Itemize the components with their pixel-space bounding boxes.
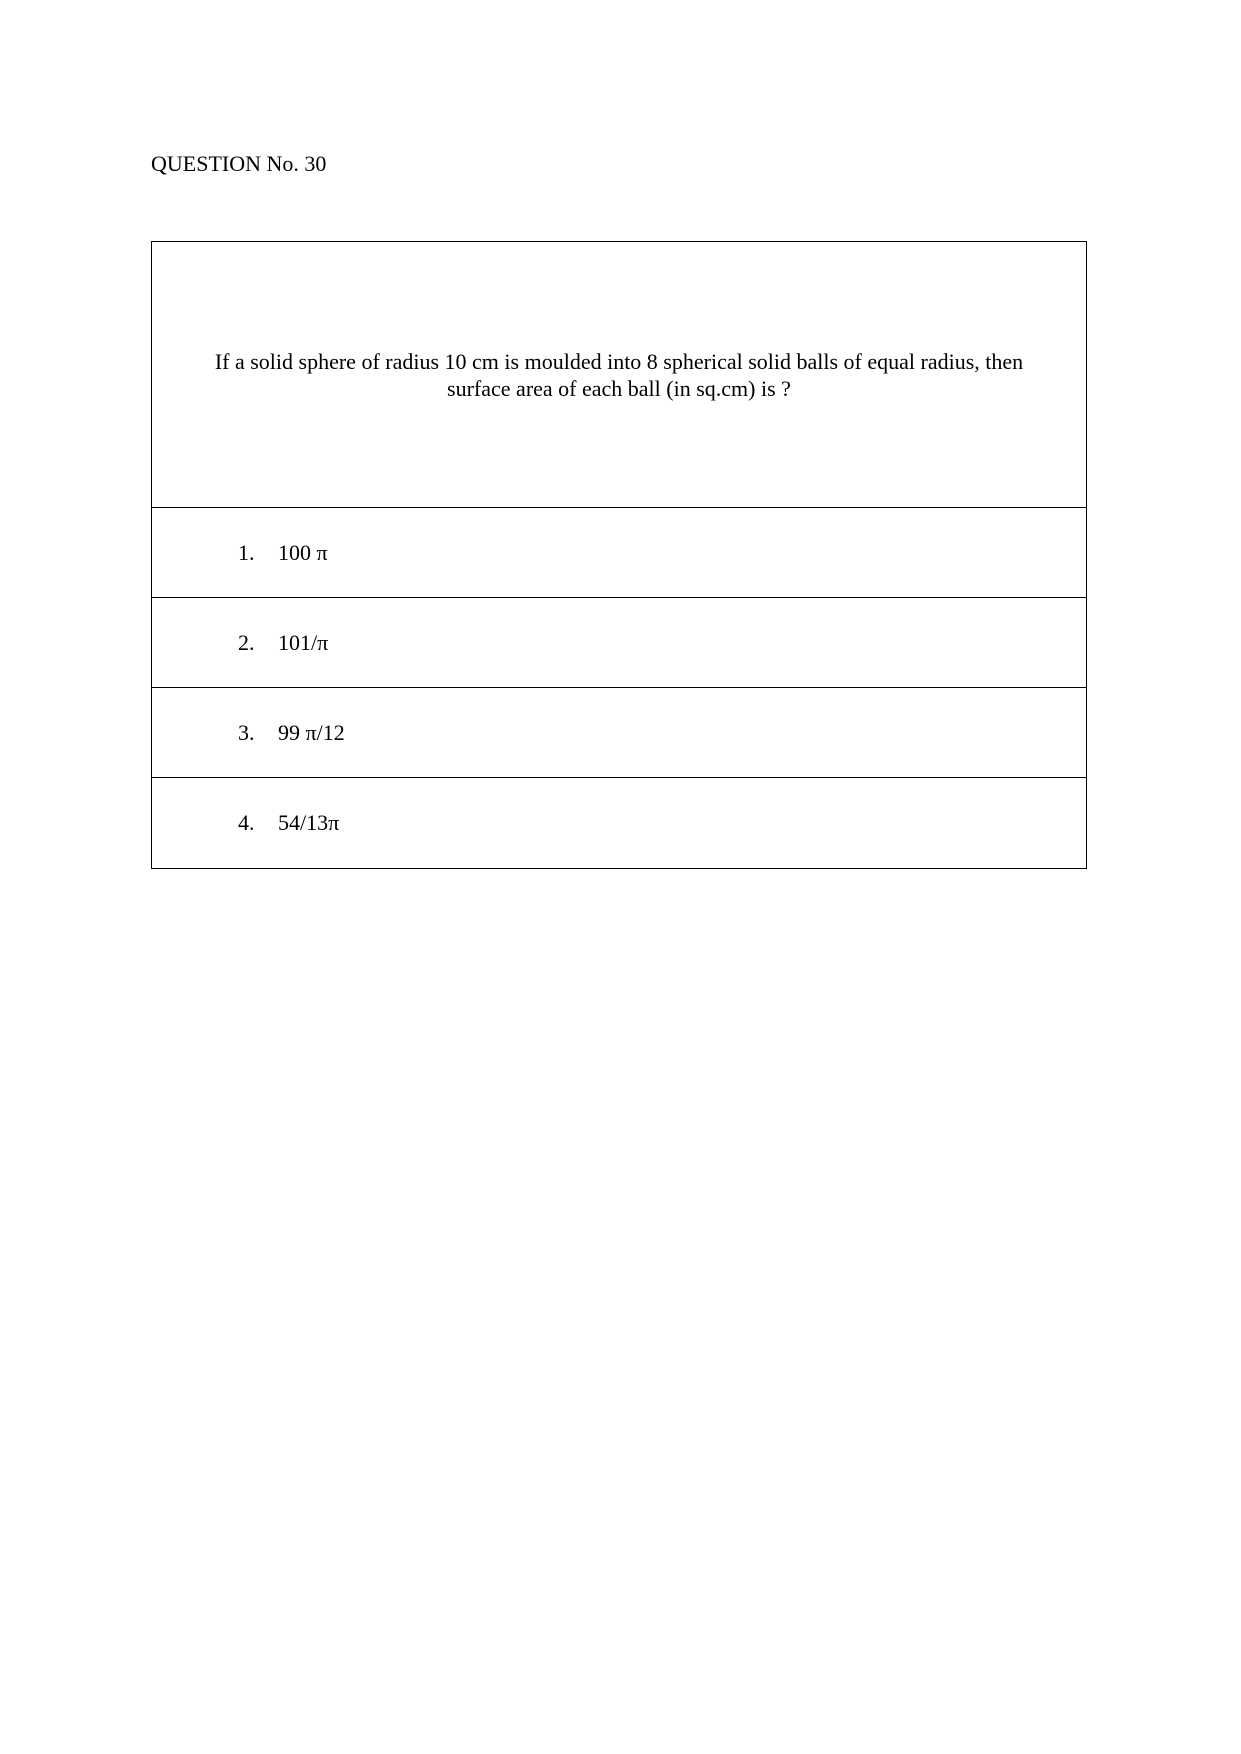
option-text: 101/π bbox=[278, 629, 329, 655]
option-text: 100 π bbox=[278, 539, 328, 565]
option-number: 2. bbox=[238, 629, 255, 655]
option-number: 1. bbox=[238, 539, 255, 565]
option-row-2[interactable] bbox=[152, 598, 1086, 688]
option-row-3[interactable] bbox=[152, 688, 1086, 778]
option-number: 4. bbox=[238, 810, 255, 835]
option-row-1[interactable] bbox=[152, 508, 1086, 598]
option-text: 99 π/12 bbox=[278, 719, 345, 745]
question-stem-cell bbox=[152, 242, 1086, 508]
question-stem: If a solid sphere of radius 10 cm is moulded into 8 spherical solid balls of equal radius, then surface area of each ball (in sq.cm) is ? bbox=[214, 348, 1024, 401]
option-row-4[interactable] bbox=[152, 778, 1086, 868]
question-heading: QUESTION No. 30 bbox=[151, 151, 327, 176]
option-text: 54/13π bbox=[278, 810, 340, 835]
question-table bbox=[151, 241, 1087, 869]
option-number: 3. bbox=[238, 719, 255, 745]
